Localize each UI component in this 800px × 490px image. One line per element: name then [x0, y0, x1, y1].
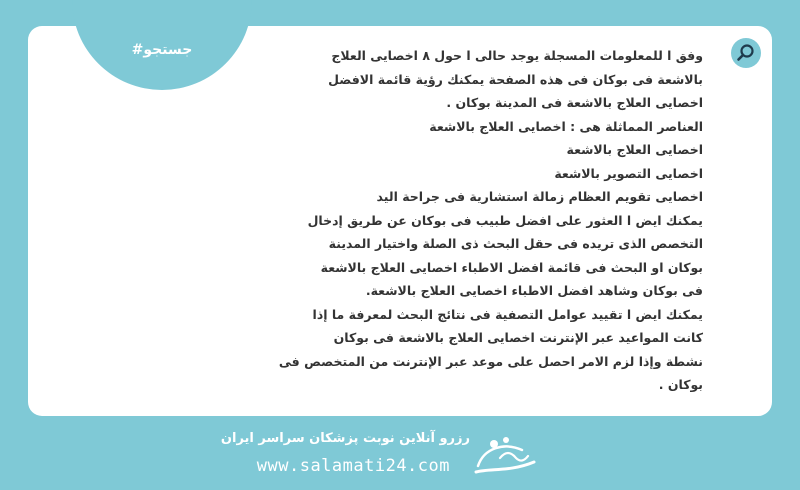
text-line: نشطة وإذا لزم الامر احصل على موعد عبر الإنترنت من المتخصص فى [278, 353, 703, 369]
text-line: اخصايى تقويم العظام زمالة استشارية فى جراحة اليد [376, 189, 703, 204]
text-line: التخصص الذى تريده فى حقل البحث ذى الصلة واختيار المدينة [328, 236, 703, 251]
text-line: وفق ا للمعلومات المسجلة يوجد حالى ا حول ٨ اخصايى العلاج [331, 48, 703, 63]
text-line: اخصايى العلاج بالاشعة [566, 142, 703, 157]
text-line: كانت المواعيد عبر الإنترنت اخصايى العلاج بالاشعة فى بوكان [333, 330, 703, 345]
salamati-logo-icon[interactable] [470, 422, 540, 482]
footer-url-link[interactable]: www.salamati24.com [256, 456, 450, 476]
content-card [28, 26, 772, 416]
search-tag-label[interactable]: #جستجو [131, 42, 193, 58]
description-text [278, 44, 703, 397]
search-tag-tab[interactable] [72, 0, 252, 90]
text-line: اخصايى العلاج بالاشعة فى المدينة بوكان . [446, 95, 703, 110]
text-line: بوكان او البحث فى قائمة افضل الاطباء اخصايى العلاج بالاشعة [320, 259, 703, 275]
footer-tagline: رزرو آنلاین نوبت پزشکان سراسر ایران [220, 431, 470, 446]
text-line: يمكنك ايض ا تقييد عوامل التصفية فى نتائج البحث لمعرفة ما إذا [312, 306, 703, 322]
text-line: بوكان . [658, 377, 703, 392]
text-line: العناصر المماثلة هى : اخصايى العلاج بالاشعة [429, 118, 703, 134]
search-button[interactable] [731, 38, 761, 68]
text-line: يمكنك ايض ا العثور على افضل طبيب فى بوكان عن طريق إدخال [307, 212, 703, 228]
text-line: بالاشعة فى بوكان فى هذه الصفحة يمكنك رؤية قائمة الافضل [328, 71, 703, 87]
text-line: اخصايى التصوير بالاشعة [554, 165, 703, 181]
text-line: فى بوكان وشاهد افضل الاطباء اخصايى العلاج بالاشعة. [365, 283, 703, 298]
